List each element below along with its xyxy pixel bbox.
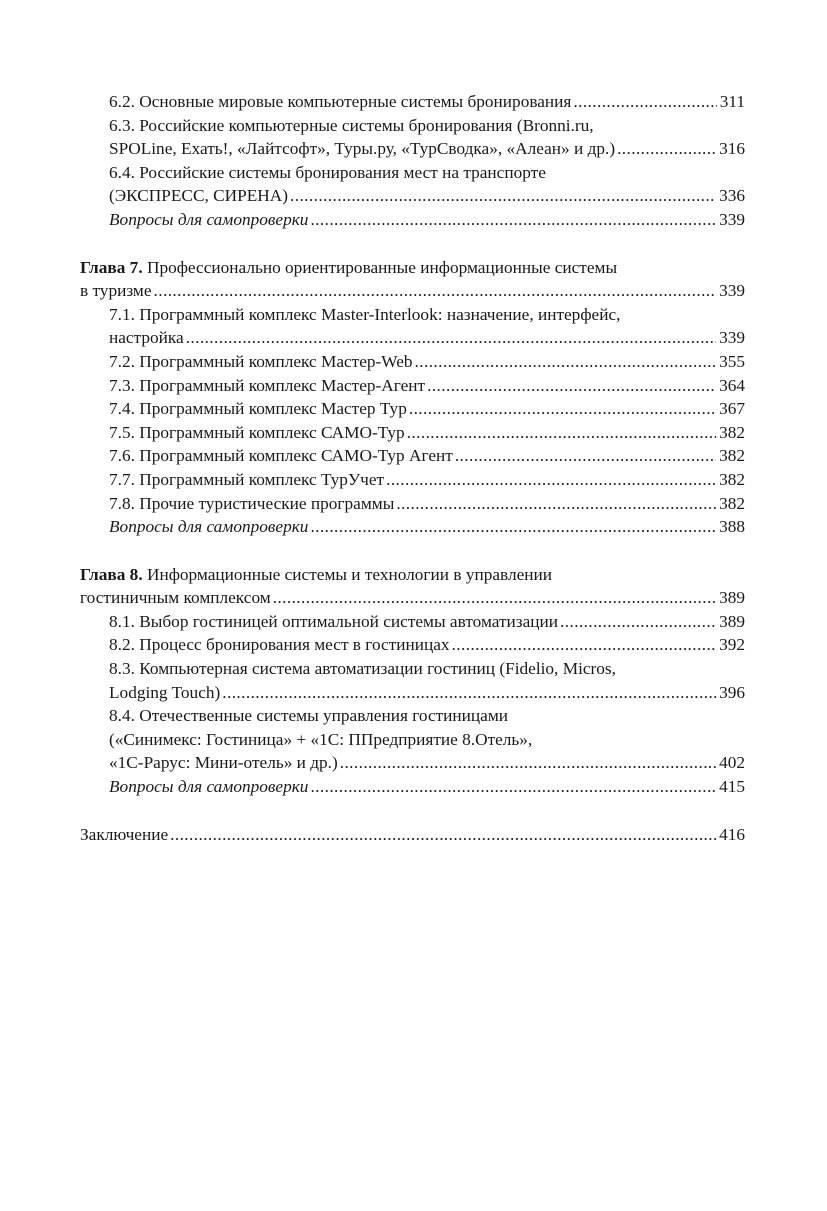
page-number: 416 xyxy=(719,824,745,844)
toc-entry-7-8[interactable]: 7.8. Прочие туристические программы ..... 382 xyxy=(80,492,745,516)
toc-entry-8-4-line1[interactable]: 8.4. Отечественные системы управления гостиницами xyxy=(109,706,509,726)
page-number: 392 xyxy=(719,635,745,655)
page-number: 311 xyxy=(719,92,745,111)
toc-entry-6-4-line1[interactable]: 6.4. Российские системы бронирования мест на транспорте xyxy=(109,162,546,182)
table-of-contents xyxy=(80,90,745,846)
chapter-label: Глава 7. xyxy=(80,257,143,277)
toc-entry-8-3-line1[interactable]: 8.3. Компьютерная система автоматизации гостиниц (Fidelio, Micros, xyxy=(109,659,616,679)
toc-entry-8-4[interactable]: «1С-Рарус: Мини-отель» и др.) ..... 402 xyxy=(80,751,745,775)
page-number: 336 xyxy=(719,186,745,206)
toc-entry-questions-8[interactable]: Вопросы для самопроверки ..... 415 xyxy=(80,775,745,799)
page-number: 316 xyxy=(719,139,745,159)
page-number: 339 xyxy=(719,209,745,229)
page-number: 402 xyxy=(719,753,745,773)
page-number: 389 xyxy=(719,588,745,608)
toc-chapter-7[interactable]: в туризме ..... 339 xyxy=(80,279,745,303)
toc-entry-8-3[interactable]: Lodging Touch) ..... 396 xyxy=(80,681,745,705)
toc-entry-7-6[interactable]: 7.6. Программный комплекс САМО-Тур Агент ..... 382 xyxy=(80,444,745,468)
toc-entry-6-3-line1[interactable]: 6.3. Российские компьютерные системы бронирования (Bronni.ru, xyxy=(109,115,594,135)
page-number: 339 xyxy=(719,328,745,348)
toc-chapter-8[interactable]: гостиничным комплексом ..... 389 xyxy=(80,586,745,610)
toc-chapter-8-line1[interactable]: Глава 8. Информационные системы и технологии в управлении xyxy=(80,564,552,584)
toc-entry-6-2[interactable]: 6.2. Основные мировые компьютерные системы бронирования ..... 311 xyxy=(80,90,745,114)
page-number: 339 xyxy=(719,281,745,301)
page-number: 355 xyxy=(719,351,745,371)
toc-entry-7-7[interactable]: 7.7. Программный комплекс ТурУчет ..... 382 xyxy=(80,468,745,492)
toc-entry-8-4-line2[interactable]: («Синимекс: Гостиница» + «1С: ППредприятие 8.Отель», xyxy=(109,729,533,749)
chapter-label: Глава 8. xyxy=(80,564,143,584)
page-number: 382 xyxy=(719,493,745,513)
toc-entry-7-2[interactable]: 7.2. Программный комплекс Мастер-Web ..... 355 xyxy=(80,350,745,374)
toc-entry-7-3[interactable]: 7.3. Программный комплекс Мастер-Агент ..... 364 xyxy=(80,374,745,398)
page-number: 415 xyxy=(719,777,745,797)
page-number: 382 xyxy=(719,446,745,466)
toc-conclusion[interactable]: Заключение ..... 416 xyxy=(80,823,745,847)
toc-entry-8-1[interactable]: 8.1. Выбор гостиницей оптимальной системы автоматизации ..... 389 xyxy=(80,610,745,634)
toc-entry-6-3[interactable]: SPOLine, Ехать!, «Лайтсофт», Туры.ру, «ТурСводка», «Алеан» и др.) ..... 316 xyxy=(80,137,745,161)
toc-entry-6-4[interactable]: (ЭКСПРЕСС, СИРЕНА) ..... 336 xyxy=(80,184,745,208)
toc-entry-7-4[interactable]: 7.4. Программный комплекс Мастер Тур ..... 367 xyxy=(80,397,745,421)
toc-entry-questions-7[interactable]: Вопросы для самопроверки ..... 388 xyxy=(80,515,745,539)
toc-entry-7-1[interactable]: настройка ..... 339 xyxy=(80,326,745,350)
page-number: 389 xyxy=(719,611,745,631)
page-number: 396 xyxy=(719,682,745,702)
page-number: 382 xyxy=(719,469,745,489)
toc-entry-8-2[interactable]: 8.2. Процесс бронирования мест в гостиницах ..... 392 xyxy=(80,633,745,657)
toc-entry-questions-6[interactable]: Вопросы для самопроверки ..... 339 xyxy=(80,208,745,232)
page-number: 382 xyxy=(719,422,745,442)
page-number: 364 xyxy=(719,375,745,395)
toc-chapter-7-line1[interactable]: Глава 7. Профессионально ориентированные информационные системы xyxy=(80,257,618,277)
toc-entry-7-5[interactable]: 7.5. Программный комплекс САМО-Тур ..... 382 xyxy=(80,421,745,445)
page-number: 367 xyxy=(719,399,745,419)
toc-entry-7-1-line1[interactable]: 7.1. Программный комплекс Master-Interlook: назначение, интерфейс, xyxy=(109,304,621,324)
page-number: 388 xyxy=(719,517,745,537)
